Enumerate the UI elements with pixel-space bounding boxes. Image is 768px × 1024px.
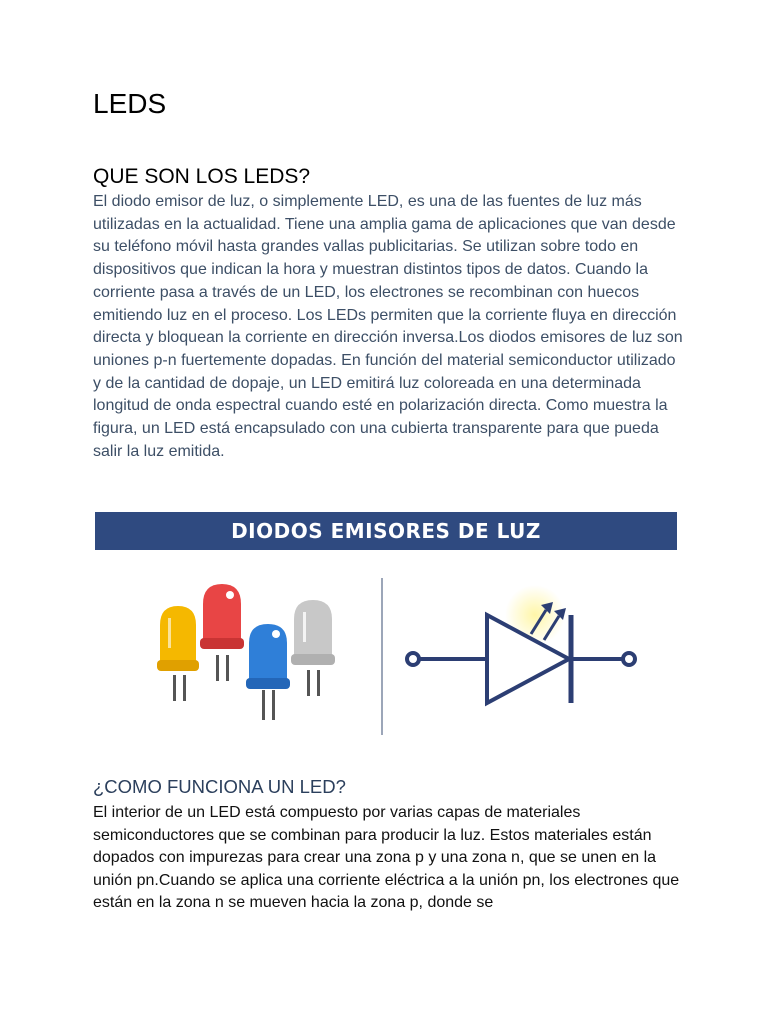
led-illustration	[95, 550, 677, 740]
yellow-led-icon	[157, 606, 199, 701]
section-paragraph-que-son: El diodo emisor de luz, o simplemente LED, es una de las fuentes de luz más utilizadas en la actualidad. Tiene una amplia gama de aplicaciones que van desde su teléfono móvil hasta grandes vallas publicitarias. Se utilizan sobre todo en dispositivos que indican la hora y muestran distintos tipos de datos. Cuando la corriente pasa a través de un LED, los electrones se recombinan con huecos emitiendo luz en el proceso. Los LEDs permiten que la corriente fluya en dirección directa y bloquean la corriente en dirección inversa.Los diodos emisores de luz son uniones p-n fuertemente dopadas. En función del material semiconductor utilizado y de la cantidad de dopaje, un LED emitirá luz coloreada en una determinada longitud de onda espectral cuando esté en polarización directa. Como muestra la figura, un LED está encapsulado con una cubierta transparente para que pueda salir la luz emitida.	[93, 193, 683, 460]
figure-banner: DIODOS EMISORES DE LUZ	[95, 512, 677, 550]
led-circuit-symbol-icon	[407, 585, 635, 703]
red-led-icon	[200, 584, 244, 681]
section-paragraph-como-funciona: El interior de un LED está compuesto por varias capas de materiales semiconductores que se combinan para producir la luz. Estos materiales están dopados con impurezas para crear una zona p y una zona n, que se unen en la unión pn.Cuando se aplica una corriente eléctrica a la unión pn, los electrones que están en la zona n se mueven hacia la zona p, donde se	[93, 804, 680, 911]
white-led-icon	[291, 600, 335, 696]
led-figure	[95, 512, 677, 740]
section-heading-que-son: QUE SON LOS LEDS?	[93, 165, 311, 188]
blue-led-icon	[246, 624, 290, 720]
document-title: LEDS	[93, 88, 167, 119]
section-heading-como-funciona: ¿COMO FUNCIONA UN LED?	[93, 776, 346, 797]
